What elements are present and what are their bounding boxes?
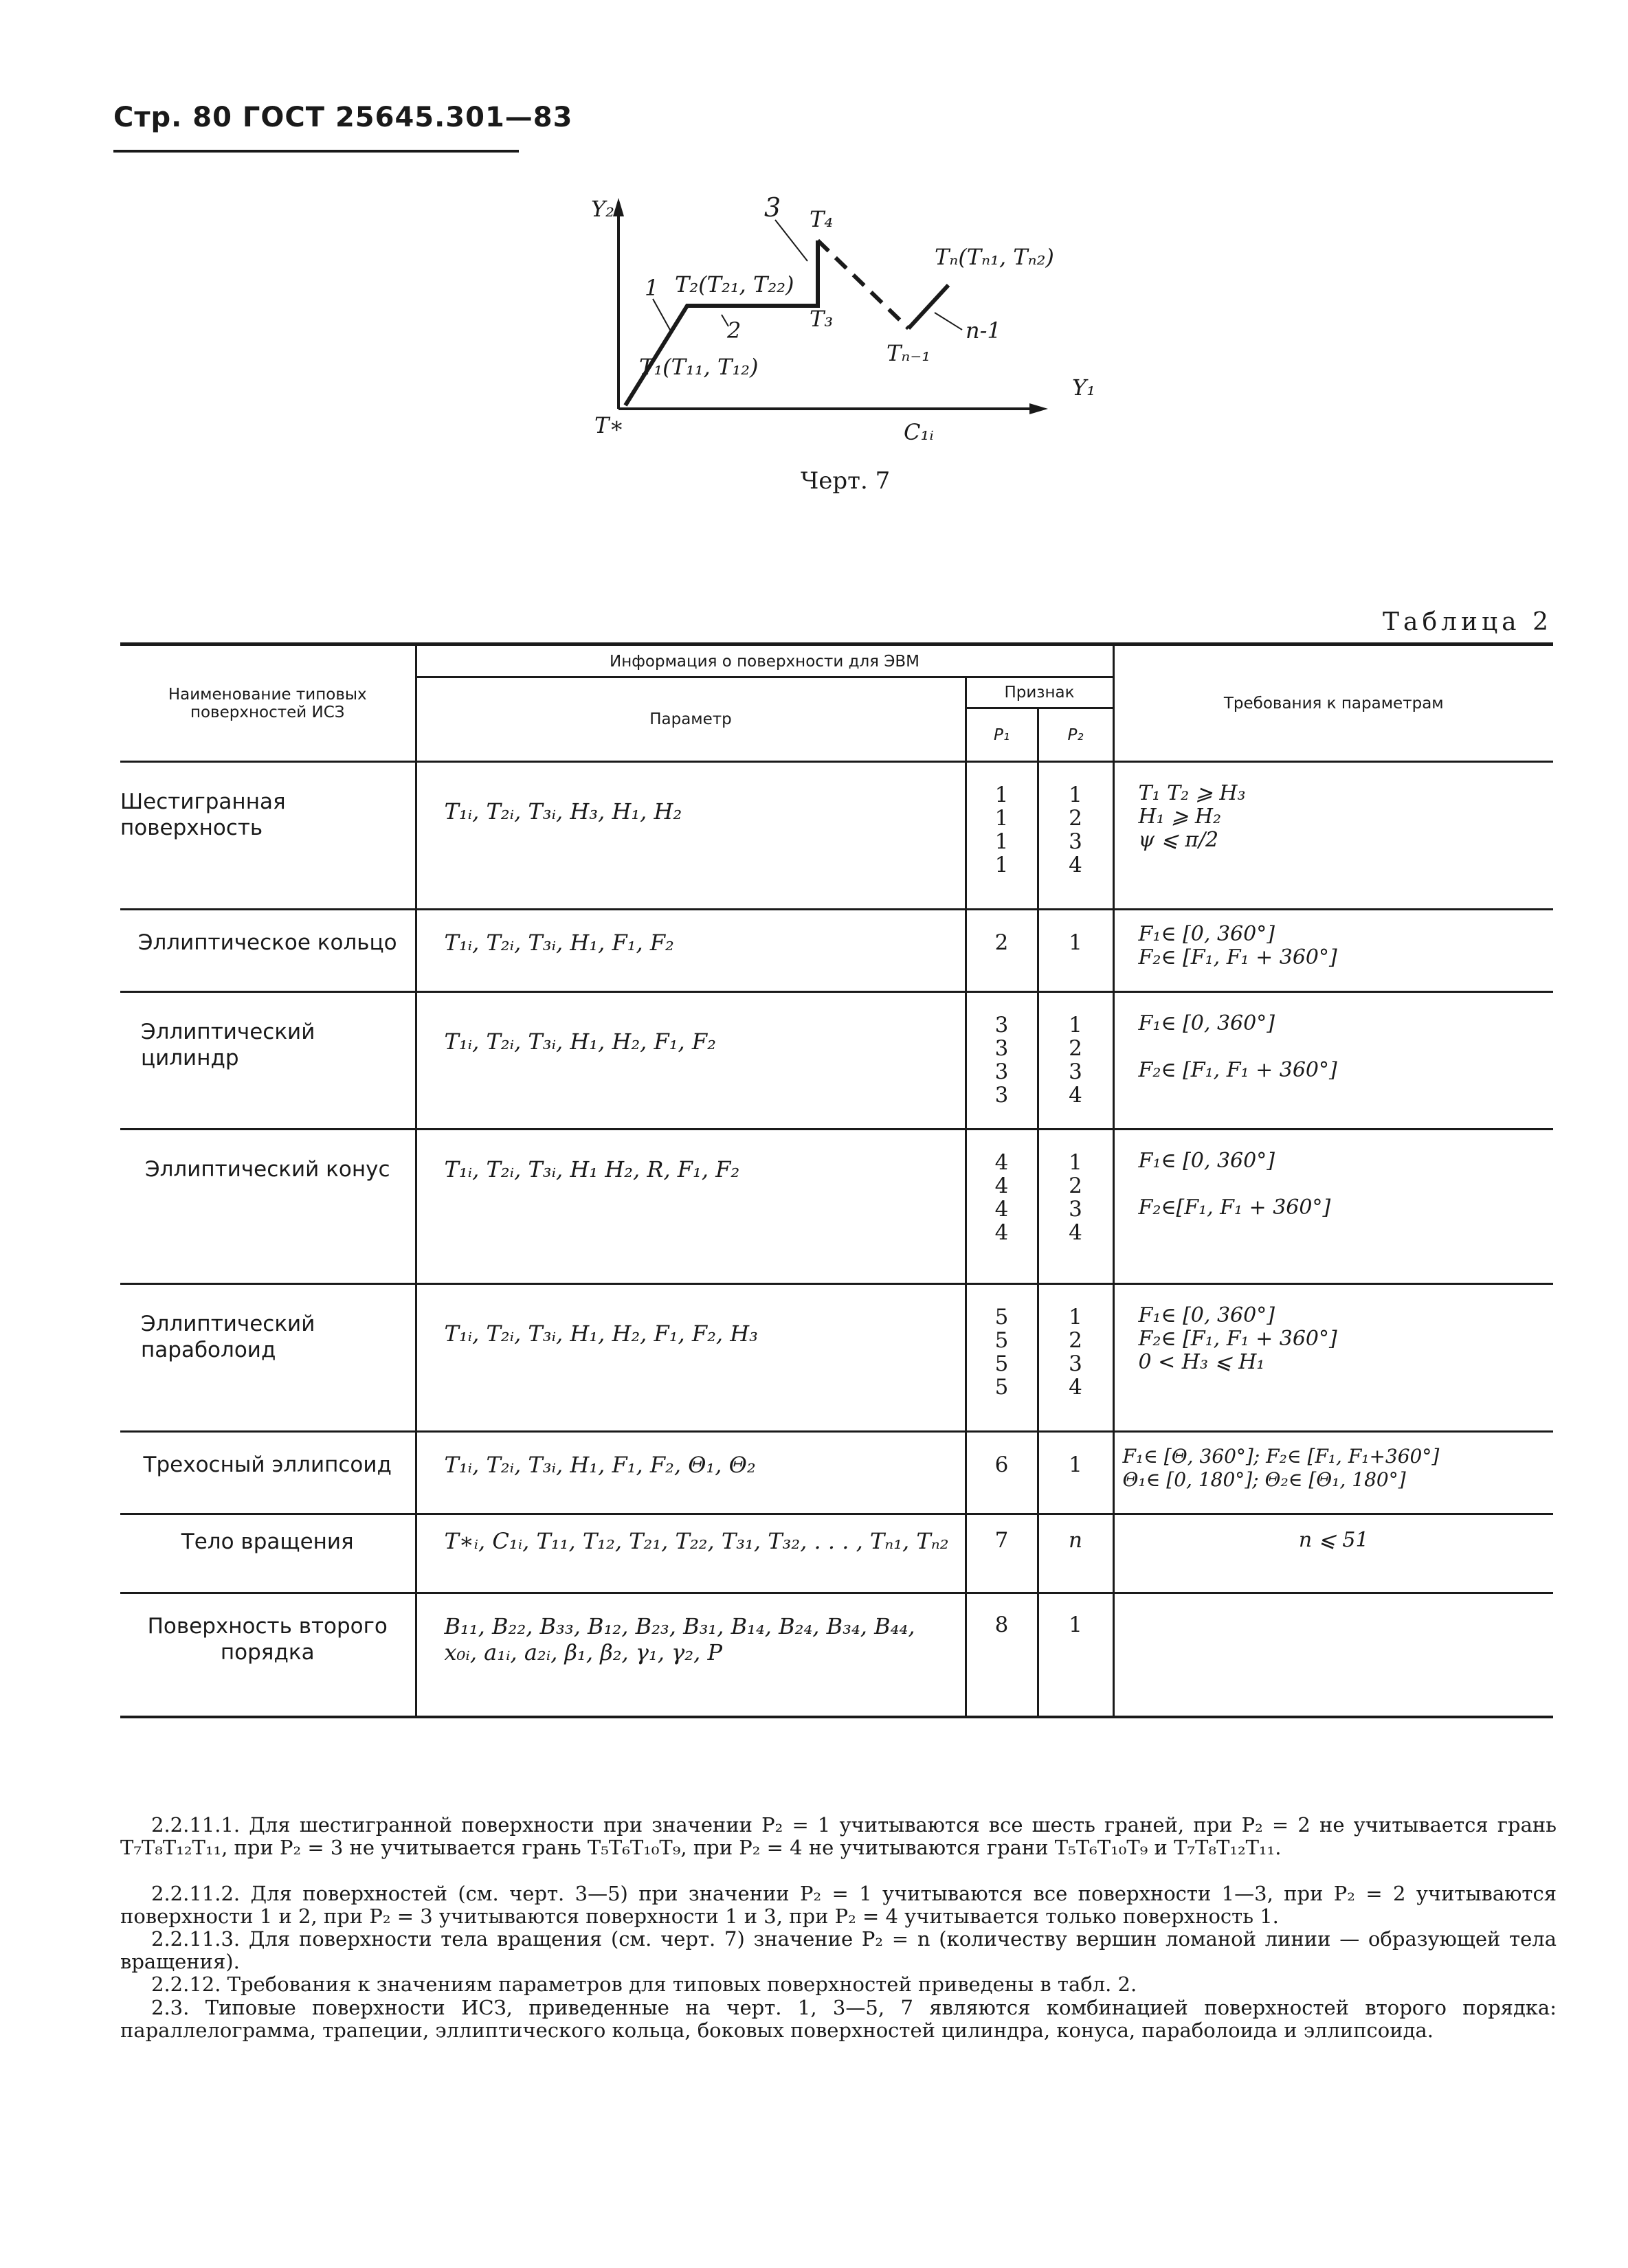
row-p2: 1 2 3 4 xyxy=(1038,992,1113,1130)
header-name: Наименование типовых поверхностей ИСЗ xyxy=(120,644,416,762)
y-axis-arrow-icon xyxy=(613,198,624,216)
row-p2: 1 2 3 4 xyxy=(1038,762,1113,910)
point-label-t3: T₃ xyxy=(810,306,834,332)
row-requirements xyxy=(1113,1593,1553,1717)
row-requirements: T₁ T₂ ⩾ H₃ H₁ ⩾ H₂ ψ ⩽ π/2 xyxy=(1113,762,1553,910)
row-requirements: F₁∈ [0, 360°] F₂∈ [F₁, F₁ + 360°] 0 < H₃ ⩽ H₁ xyxy=(1113,1284,1553,1432)
table-title: Таблица 2 xyxy=(1383,608,1552,636)
row-p1: 4 4 4 4 xyxy=(966,1130,1038,1284)
row-p1: 1 1 1 1 xyxy=(966,762,1038,910)
table-row xyxy=(120,1130,1553,1284)
leader-3 xyxy=(775,220,807,261)
paragraph-text: 2.3. Типовые поверхности ИСЗ, приведенные на черт. 1, 3—5, 7 являются комбинацией поверхностей второго порядка: параллелограмма, трапеции, эллиптического кольца, боковых поверхностей цилиндра, конуса, параболоида и эллипсоида. xyxy=(120,1996,1557,2042)
row-params: T₁ᵢ, T₂ᵢ, T₃ᵢ, H₁, F₁, F₂ xyxy=(416,910,966,992)
row-requirements: n ⩽ 51 xyxy=(1113,1514,1553,1593)
row-params: T₁ᵢ, T₂ᵢ, T₃ᵢ, H₃, H₁, H₂ xyxy=(416,762,966,910)
table-row xyxy=(120,1593,1553,1717)
header-rule xyxy=(113,150,519,153)
row-params: B₁₁, B₂₂, B₃₃, B₁₂, B₂₃, B₃₁, B₁₄, B₂₄, B₃₄, B₄₄, x₀ᵢ, a₁ᵢ, a₂ᵢ, β₁, β₂, γ₁, γ₂, P xyxy=(416,1593,966,1717)
header-requirements: Требования к параметрам xyxy=(1113,644,1553,762)
page-header: Стр. 80 ГОСТ 25645.301—83 xyxy=(113,102,573,133)
row-name: Трехосный эллипсоид xyxy=(120,1432,416,1514)
point-label-t1: T₁(T₁₁, T₁₂) xyxy=(639,354,759,380)
header-info: Информация о поверхности для ЭВМ xyxy=(416,644,1113,677)
table-row xyxy=(120,762,1553,910)
paragraph-text: 2.2.11.3. Для поверхности тела вращения (см. черт. 7) значение P₂ = n (количеству вершин ломаной линии — образующей тела вращения). xyxy=(120,1927,1557,1973)
row-p1: 6 xyxy=(966,1432,1038,1514)
point-label-t2: T₂(T₂₁, T₂₂) xyxy=(675,271,794,297)
header-sign: Признак xyxy=(966,677,1113,708)
row-requirements: F₁∈ [0, 360°] F₂∈ [F₁, F₁ + 360°] xyxy=(1113,910,1553,992)
paragraph-text: 2.2.12. Требования к значениям параметров для типовых поверхностей приведены в табл. 2. xyxy=(151,1973,1137,1996)
row-p2: 1 xyxy=(1038,1432,1113,1514)
point-label-tn1: Tₙ₋₁ xyxy=(887,340,931,366)
header-p1: P₁ xyxy=(966,708,1038,762)
row-requirements: F₁∈ [0, 360°] F₂∈ [F₁, F₁ + 360°] xyxy=(1113,992,1553,1130)
paragraph-2-3 xyxy=(120,1997,1557,2042)
row-name: Эллиптический цилиндр xyxy=(120,992,416,1130)
segment-label-2: 2 xyxy=(727,317,741,344)
table-row xyxy=(120,910,1553,992)
row-requirements: F₁∈ [Θ, 360°]; F₂∈ [F₁, F₁+360°] Θ₁∈ [0, 180°]; Θ₂∈ [Θ₁, 180°] xyxy=(1113,1432,1553,1514)
row-p2: 1 xyxy=(1038,910,1113,992)
paragraph-2-2-11-1 xyxy=(120,1814,1557,1859)
point-label-tn: Tₙ(Tₙ₁, Tₙ₂) xyxy=(935,244,1054,270)
row-name: Эллиптическое кольцо xyxy=(120,910,416,992)
point-label-t4: T₄ xyxy=(810,206,834,232)
segment-label-3: 3 xyxy=(764,192,781,223)
row-p2: 1 2 3 4 xyxy=(1038,1130,1113,1284)
row-params: T₁ᵢ, T₂ᵢ, T₃ᵢ, H₁, H₂, F₁, F₂, H₃ xyxy=(416,1284,966,1432)
row-params: T₁ᵢ, T₂ᵢ, T₃ᵢ, H₁ H₂, R, F₁, F₂ xyxy=(416,1130,966,1284)
row-p1: 5 5 5 5 xyxy=(966,1284,1038,1432)
header-param: Параметр xyxy=(416,677,966,762)
header-p2: P₂ xyxy=(1038,708,1113,762)
table-row xyxy=(120,1514,1553,1593)
y-axis-label: Y₂ xyxy=(591,196,614,222)
table-row xyxy=(120,992,1553,1130)
table-header-row xyxy=(120,644,1553,677)
paragraph-2-2-11-2 xyxy=(120,1883,1557,1928)
figure-7-diagram xyxy=(591,186,1141,460)
x-axis-arrow-icon xyxy=(1029,403,1048,414)
paragraph-2-2-11-3 xyxy=(120,1928,1557,1973)
origin-label: T∗ xyxy=(594,412,625,438)
paragraph-text: 2.2.11.1. Для шестигранной поверхности при значении P₂ = 1 учитываются все шесть граней, при P₂ = 2 не учитывается грань T₇T₈T₁₂T₁₁, при P₂ = 3 не учитывается грань T₅T₆T₁₀T₉, при P₂ = 4 не учитываются грани T₅T₆T₁₀T₉ и T₇T₈T₁₂T₁₁. xyxy=(120,1813,1557,1859)
row-name: Шестигранная поверхность xyxy=(120,762,416,910)
table-2 xyxy=(120,642,1553,1718)
row-name: Эллиптический конус xyxy=(120,1130,416,1284)
row-name: Поверхность второго порядка xyxy=(120,1593,416,1717)
row-params: T₁ᵢ, T₂ᵢ, T₃ᵢ, H₁, H₂, F₁, F₂ xyxy=(416,992,966,1130)
leader-1 xyxy=(653,299,670,330)
row-p1: 7 xyxy=(966,1514,1038,1593)
row-params: T∗ᵢ, C₁ᵢ, T₁₁, T₁₂, T₂₁, T₂₂, T₃₁, T₃₂, . . . , Tₙ₁, Tₙ₂ xyxy=(416,1514,966,1593)
row-requirements: F₁∈ [0, 360°] F₂∈[F₁, F₁ + 360°] xyxy=(1113,1130,1553,1284)
x-point-label: C₁ᵢ xyxy=(904,419,934,445)
leader-n1 xyxy=(935,313,962,330)
row-params: T₁ᵢ, T₂ᵢ, T₃ᵢ, H₁, F₁, F₂, Θ₁, Θ₂ xyxy=(416,1432,966,1514)
paragraph-text: 2.2.11.2. Для поверхностей (см. черт. 3—5) при значении P₂ = 1 учитываются все поверхности 1—3, при P₂ = 2 учитываются поверхности 1 и 2, при P₂ = 3 учитываются поверхности 1 и 3, при P₂ = 4 учитывается только поверхность 1. xyxy=(120,1882,1557,1928)
table-row xyxy=(120,1432,1553,1514)
row-p1: 2 xyxy=(966,910,1038,992)
x-axis-label: Y₁ xyxy=(1072,374,1095,401)
segment-label-n1: n-1 xyxy=(966,317,1001,344)
paragraph-2-2-12 xyxy=(120,1973,1557,1996)
row-name: Тело вращения xyxy=(120,1514,416,1593)
row-p2: 1 2 3 4 xyxy=(1038,1284,1113,1432)
row-p1: 8 xyxy=(966,1593,1038,1717)
table-row xyxy=(120,1284,1553,1432)
row-p2: 1 xyxy=(1038,1593,1113,1717)
row-p2: n xyxy=(1038,1514,1113,1593)
polyline-last xyxy=(908,285,948,328)
figure-caption: Черт. 7 xyxy=(801,467,891,495)
polyline-solid xyxy=(625,240,818,405)
segment-label-1: 1 xyxy=(645,275,659,301)
row-p1: 3 3 3 3 xyxy=(966,992,1038,1130)
row-name: Эллиптический параболоид xyxy=(120,1284,416,1432)
